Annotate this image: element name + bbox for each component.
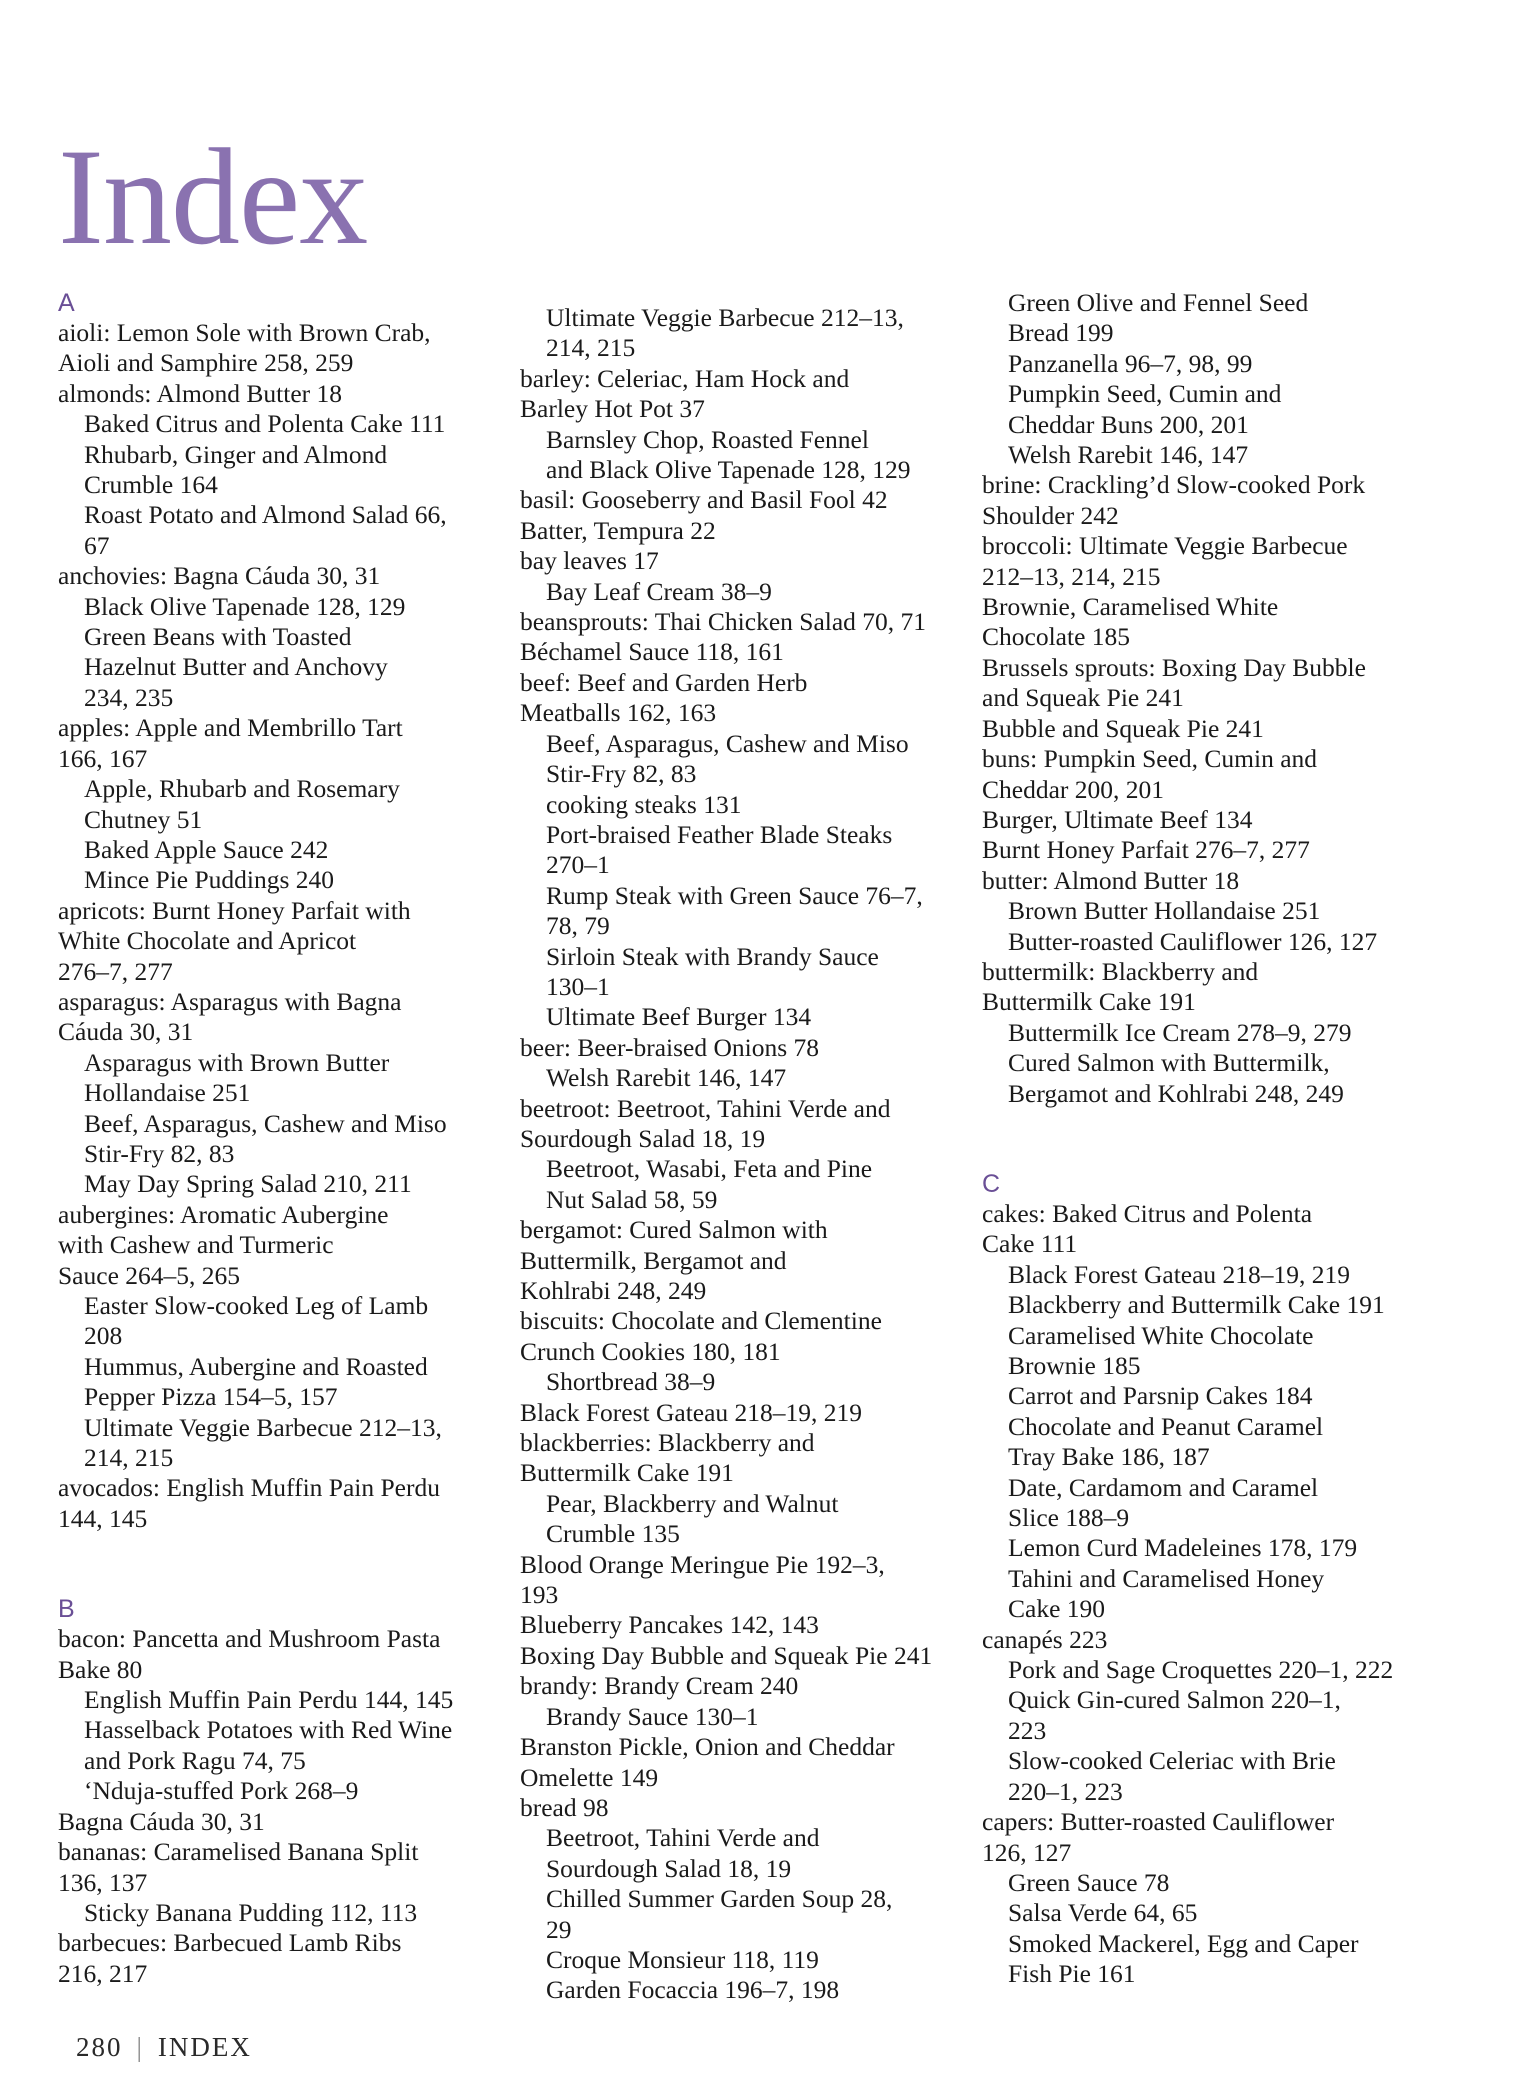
entry-line: Tray Bake 186, 187 — [1008, 1442, 1210, 1472]
index-subentry — [982, 927, 1462, 957]
index-subentry — [520, 1002, 990, 1032]
entry-line: Meatballs 162, 163 — [520, 698, 717, 728]
entry-line: Omelette 149 — [520, 1762, 659, 1792]
entry-line: 214, 215 — [546, 333, 636, 363]
entry-line: Easter Slow-cooked Leg of Lamb — [84, 1291, 429, 1320]
entry-line: Black Forest Gateau 218–19, 219 — [1008, 1259, 1351, 1289]
index-entry — [58, 1473, 528, 1534]
index-subentry — [520, 303, 990, 364]
entry-line: beer: Beer-braised Onions 78 — [520, 1032, 820, 1062]
entry-line: 223 — [1008, 1715, 1047, 1745]
entry-line: and Squeak Pie 241 — [982, 683, 1184, 713]
entry-line: Welsh Rarebit 146, 147 — [1008, 440, 1249, 470]
entry-line: almonds: Almond Butter 18 — [58, 378, 343, 408]
entry-line: 78, 79 — [546, 911, 610, 941]
entry-line: Sourdough Salad 18, 19 — [520, 1123, 766, 1153]
entry-line: beetroot: Beetroot, Tahini Verde and — [520, 1093, 891, 1123]
index-entry — [58, 987, 528, 1048]
index-entry — [520, 1550, 990, 1611]
section-letter: C — [982, 1169, 1001, 1198]
entry-line: Croque Monsieur 118, 119 — [546, 1944, 819, 1974]
index-entry — [520, 1094, 990, 1155]
index-column-1 — [58, 288, 528, 1989]
entry-line: Buttermilk Ice Cream 278–9, 279 — [1008, 1017, 1352, 1047]
index-subentry — [982, 1381, 1462, 1411]
entry-line: broccoli: Ultimate Veggie Barbecue — [982, 531, 1348, 561]
entry-line: barley: Celeriac, Ham Hock and — [520, 363, 850, 393]
index-subentry — [520, 1063, 990, 1093]
entry-line: Beef, Asparagus, Cashew and Miso — [546, 728, 909, 758]
index-entry — [520, 1215, 990, 1306]
entry-line: Cáuda 30, 31 — [58, 1017, 194, 1047]
index-entry — [982, 1199, 1462, 1260]
entry-line: bay leaves 17 — [520, 546, 659, 576]
index-subentry — [982, 1564, 1462, 1625]
entry-line: 234, 235 — [84, 682, 174, 712]
entry-line: Brandy Sauce 130–1 — [546, 1701, 759, 1731]
entry-line: asparagus: Asparagus with Bagna — [58, 986, 402, 1016]
entry-line: Beef, Asparagus, Cashew and Miso — [84, 1108, 447, 1138]
entry-line: cakes: Baked Citrus and Polenta — [982, 1198, 1313, 1228]
entry-line: anchovies: Bagna Cáuda 30, 31 — [58, 561, 381, 591]
entry-line: Barnsley Chop, Roasted Fennel — [546, 424, 869, 454]
entry-line: Kohlrabi 248, 249 — [520, 1276, 707, 1305]
index-entry — [58, 379, 528, 409]
entry-line: Chocolate 185 — [982, 622, 1131, 652]
index-subentry — [982, 1412, 1462, 1473]
entry-line: Pork and Sage Croquettes 220–1, 222 — [1008, 1655, 1394, 1685]
entry-line: barbecues: Barbecued Lamb Ribs — [58, 1928, 402, 1958]
entry-line: Bergamot and Kohlrabi 248, 249 — [1008, 1078, 1344, 1108]
index-entry — [520, 668, 990, 729]
entry-line: 216, 217 — [58, 1958, 148, 1988]
entry-line: Panzanella 96–7, 98, 99 — [1008, 348, 1253, 378]
index-entry — [982, 653, 1462, 714]
entry-line: Crumble 135 — [546, 1519, 680, 1549]
entry-line: Bagna Cáuda 30, 31 — [58, 1806, 265, 1836]
entry-line: Brownie, Caramelised White — [982, 592, 1279, 622]
index-entry — [982, 805, 1462, 835]
entry-line: Crunch Cookies 180, 181 — [520, 1336, 781, 1366]
index-subentry — [982, 1868, 1462, 1898]
index-subentry — [982, 1746, 1462, 1807]
entry-line: Stir-Fry 82, 83 — [84, 1138, 235, 1168]
entry-line: avocados: English Muffin Pain Perdu — [58, 1473, 440, 1503]
index-entry — [520, 1671, 990, 1701]
index-subentry — [58, 1048, 528, 1109]
index-subentry — [982, 1533, 1462, 1563]
entry-line: Lemon Curd Madeleines 178, 179 — [1008, 1533, 1358, 1563]
index-entry — [58, 1624, 528, 1685]
index-subentry — [58, 774, 528, 835]
entry-line: Bubble and Squeak Pie 241 — [982, 713, 1264, 743]
index-subentry — [982, 896, 1462, 926]
entry-line: Slow-cooked Celeriac with Brie — [1008, 1746, 1336, 1776]
entry-line: butter: Almond Butter 18 — [982, 865, 1240, 895]
index-subentry — [58, 592, 528, 622]
index-subentry — [520, 1823, 990, 1884]
entry-line: 270–1 — [546, 850, 610, 880]
index-subentry — [520, 881, 990, 942]
entry-line: 193 — [520, 1580, 559, 1610]
entry-line: Baked Apple Sauce 242 — [84, 834, 329, 864]
index-subentry — [982, 1321, 1462, 1382]
entry-line: Brown Butter Hollandaise 251 — [1008, 896, 1321, 926]
index-subentry — [58, 409, 528, 439]
entry-line: Apple, Rhubarb and Rosemary — [84, 774, 400, 804]
entry-line: Cured Salmon with Buttermilk, — [1008, 1048, 1330, 1078]
entry-line: Ultimate Veggie Barbecue 212–13, — [546, 303, 904, 332]
index-entry — [982, 835, 1462, 865]
entry-line: Boxing Day Bubble and Squeak Pie 241 — [520, 1640, 933, 1670]
entry-line: Shoulder 242 — [982, 500, 1119, 530]
section-letter: B — [58, 1595, 75, 1624]
index-entry — [58, 896, 528, 987]
entry-line: Green Sauce 78 — [1008, 1867, 1170, 1897]
entry-line: Hazelnut Butter and Anchovy — [84, 652, 388, 682]
entry-line: May Day Spring Salad 210, 211 — [84, 1169, 412, 1199]
entry-line: Barley Hot Pot 37 — [520, 394, 705, 424]
entry-line: Date, Cardamom and Caramel — [1008, 1472, 1319, 1502]
entry-line: beef: Beef and Garden Herb — [520, 667, 808, 697]
entry-line: cooking steaks 131 — [546, 789, 742, 819]
index-entry — [520, 1641, 990, 1671]
index-subentry — [58, 440, 528, 501]
entry-line: 144, 145 — [58, 1503, 148, 1533]
index-subentry — [58, 1109, 528, 1170]
page-title: Index — [58, 120, 368, 273]
index-column-2 — [520, 303, 990, 2006]
index-entry — [520, 1428, 990, 1489]
entry-line: Green Olive and Fennel Seed — [1008, 288, 1309, 317]
entry-line: and Black Olive Tapenade 128, 129 — [546, 455, 911, 485]
entry-line: 136, 137 — [58, 1867, 148, 1897]
index-subentry — [520, 577, 990, 607]
entry-line: Ultimate Beef Burger 134 — [546, 1002, 812, 1032]
index-entry — [520, 485, 990, 515]
entry-line: apples: Apple and Membrillo Tart — [58, 713, 403, 743]
footer-separator: | — [136, 2032, 144, 2062]
entry-line: Pear, Blackberry and Walnut — [546, 1488, 839, 1518]
entry-line: Buttermilk Cake 191 — [520, 1458, 734, 1488]
entry-line: 126, 127 — [982, 1837, 1072, 1867]
entry-line: Brownie 185 — [1008, 1351, 1141, 1380]
entry-line: Bread 199 — [1008, 318, 1114, 348]
entry-line: Quick Gin-cured Salmon 220–1, — [1008, 1685, 1341, 1715]
entry-line: Branston Pickle, Onion and Cheddar — [520, 1732, 895, 1762]
entry-line: capers: Butter-roasted Cauliflower — [982, 1807, 1335, 1837]
entry-line: Hasselback Potatoes with Red Wine — [84, 1715, 453, 1745]
index-subentry — [982, 1048, 1462, 1109]
index-entry — [58, 561, 528, 591]
entry-line: Baked Citrus and Polenta Cake 111 — [84, 409, 446, 439]
entry-line: buttermilk: Blackberry and — [982, 956, 1259, 986]
index-subentry — [520, 1154, 990, 1215]
entry-line: Pumpkin Seed, Cumin and — [1008, 379, 1282, 409]
entry-line: canapés 223 — [982, 1624, 1108, 1654]
index-subentry — [58, 500, 528, 561]
section-spacer — [982, 1109, 1462, 1169]
entry-line: English Muffin Pain Perdu 144, 145 — [84, 1685, 454, 1715]
entry-line: Hollandaise 251 — [84, 1078, 251, 1108]
index-subentry — [520, 425, 990, 486]
index-entry — [520, 546, 990, 576]
index-entry — [982, 866, 1462, 896]
index-subentry — [520, 729, 990, 790]
index-subentry — [982, 379, 1462, 440]
entry-line: 208 — [84, 1321, 123, 1351]
index-subentry — [58, 1291, 528, 1352]
entry-line: Blackberry and Buttermilk Cake 191 — [1008, 1290, 1385, 1320]
entry-line: Beetroot, Tahini Verde and — [546, 1823, 820, 1853]
entry-line: Fish Pie 161 — [1008, 1959, 1136, 1989]
index-subentry — [58, 1685, 528, 1715]
entry-line: 212–13, 214, 215 — [982, 561, 1161, 591]
entry-line: Cheddar 200, 201 — [982, 774, 1165, 804]
index-entry — [520, 516, 990, 546]
index-entry — [58, 1837, 528, 1898]
entry-line: Sirloin Steak with Brandy Sauce — [546, 941, 879, 971]
entry-line: Pepper Pizza 154–5, 157 — [84, 1382, 338, 1412]
index-subentry — [58, 1715, 528, 1776]
index-subentry — [58, 1898, 528, 1928]
entry-line: blackberries: Blackberry and — [520, 1428, 815, 1458]
index-subentry — [520, 1702, 990, 1732]
section-letter: A — [58, 289, 75, 317]
index-subentry — [58, 1776, 528, 1806]
entry-line: Asparagus with Brown Butter — [84, 1047, 390, 1077]
entry-line: Port-braised Feather Blade Steaks — [546, 819, 893, 849]
index-entry — [58, 713, 528, 774]
entry-line: Stir-Fry 82, 83 — [546, 759, 697, 789]
entry-line: Batter, Tempura 22 — [520, 515, 716, 545]
index-subentry — [58, 1413, 528, 1474]
entry-line: Ultimate Veggie Barbecue 212–13, — [84, 1412, 442, 1442]
entry-line: bananas: Caramelised Banana Split — [58, 1837, 419, 1867]
entry-line: Chocolate and Peanut Caramel — [1008, 1411, 1324, 1441]
entry-line: Burnt Honey Parfait 276–7, 277 — [982, 835, 1310, 865]
index-column-3 — [982, 288, 1462, 1990]
entry-line: aubergines: Aromatic Aubergine — [58, 1199, 389, 1229]
index-subentry — [58, 622, 528, 713]
entry-line: Salsa Verde 64, 65 — [1008, 1898, 1198, 1928]
entry-line: brandy: Brandy Cream 240 — [520, 1671, 799, 1701]
entry-line: apricots: Burnt Honey Parfait with — [58, 895, 411, 925]
entry-line: Cheddar Buns 200, 201 — [1008, 409, 1249, 439]
index-entry — [58, 1928, 528, 1989]
entry-line: Sticky Banana Pudding 112, 113 — [84, 1897, 418, 1927]
entry-line: ‘Nduja-stuffed Pork 268–9 — [84, 1776, 359, 1806]
index-subentry — [982, 349, 1462, 379]
index-entry — [982, 592, 1462, 653]
entry-line: Carrot and Parsnip Cakes 184 — [1008, 1381, 1313, 1411]
entry-line: 130–1 — [546, 971, 610, 1001]
entry-line: 166, 167 — [58, 743, 148, 773]
entry-line: bergamot: Cured Salmon with — [520, 1215, 828, 1245]
entry-line: basil: Gooseberry and Basil Fool 42 — [520, 485, 888, 515]
entry-line: bacon: Pancetta and Mushroom Pasta — [58, 1624, 441, 1654]
index-subentry — [982, 1685, 1462, 1746]
index-entry — [520, 364, 990, 425]
entry-line: 29 — [546, 1914, 572, 1944]
index-entry — [982, 531, 1462, 592]
index-subentry — [520, 1489, 990, 1550]
entry-line: and Pork Ragu 74, 75 — [84, 1745, 306, 1775]
entry-line: 214, 215 — [84, 1443, 174, 1473]
page-number: 280 — [76, 2032, 123, 2062]
index-subentry — [982, 440, 1462, 470]
index-entry — [58, 1807, 528, 1837]
entry-line: with Cashew and Turmeric — [58, 1230, 334, 1260]
index-subentry — [982, 1018, 1462, 1048]
entry-line: Roast Potato and Almond Salad 66, — [84, 500, 447, 530]
entry-line: Béchamel Sauce 118, 161 — [520, 637, 784, 667]
index-subentry — [520, 1367, 990, 1397]
entry-line: Smoked Mackerel, Egg and Caper — [1008, 1928, 1359, 1958]
entry-line: Burger, Ultimate Beef 134 — [982, 804, 1253, 834]
index-subentry — [520, 820, 990, 881]
index-subentry — [58, 835, 528, 865]
index-subentry — [982, 1260, 1462, 1290]
entry-line: Garden Focaccia 196–7, 198 — [546, 1975, 840, 2005]
entry-line: Tahini and Caramelised Honey — [1008, 1563, 1325, 1593]
entry-line: Blood Orange Meringue Pie 192–3, — [520, 1549, 885, 1579]
index-subentry — [520, 1884, 990, 1945]
index-subentry — [982, 288, 1462, 349]
index-entry — [520, 607, 990, 637]
entry-line: beansprouts: Thai Chicken Salad 70, 71 — [520, 607, 927, 637]
entry-line: Beetroot, Wasabi, Feta and Pine — [546, 1154, 873, 1184]
entry-line: buns: Pumpkin Seed, Cumin and — [982, 744, 1318, 774]
section-spacer — [58, 1534, 528, 1594]
entry-line: Chilled Summer Garden Soup 28, — [546, 1884, 893, 1914]
index-subentry — [520, 1945, 990, 1975]
entry-line: Cake 111 — [982, 1229, 1078, 1259]
entry-line: Mince Pie Puddings 240 — [84, 865, 335, 895]
index-subentry — [982, 1655, 1462, 1685]
entry-line: Sauce 264–5, 265 — [58, 1260, 241, 1290]
index-entry — [58, 318, 528, 379]
index-subentry — [520, 1975, 990, 2005]
entry-line: aioli: Lemon Sole with Brown Crab, — [58, 318, 431, 347]
index-subentry — [982, 1290, 1462, 1320]
index-subentry — [982, 1473, 1462, 1534]
index-entry — [520, 1610, 990, 1640]
entry-line: Rump Steak with Green Sauce 76–7, — [546, 880, 923, 910]
index-entry — [520, 1306, 990, 1367]
index-subentry — [58, 865, 528, 895]
entry-line: Crumble 164 — [84, 470, 218, 500]
entry-line: Rhubarb, Ginger and Almond — [84, 439, 388, 469]
index-subentry — [520, 790, 990, 820]
entry-line: Bay Leaf Cream 38–9 — [546, 576, 772, 606]
entry-line: Caramelised White Chocolate — [1008, 1320, 1314, 1350]
entry-line: brine: Crackling’d Slow-cooked Pork — [982, 470, 1366, 500]
entry-line: 67 — [84, 530, 110, 560]
entry-line: biscuits: Chocolate and Clementine — [520, 1306, 882, 1336]
entry-line: Buttermilk Cake 191 — [982, 987, 1196, 1017]
entry-line: White Chocolate and Apricot — [58, 926, 357, 956]
index-subentry — [520, 942, 990, 1003]
entry-line: Slice 188–9 — [1008, 1503, 1130, 1533]
index-subentry — [982, 1898, 1462, 1928]
index-entry — [982, 957, 1462, 1018]
index-entry — [982, 744, 1462, 805]
index-entry — [520, 1033, 990, 1063]
entry-line: Aioli and Samphire 258, 259 — [58, 348, 354, 378]
index-entry — [982, 1807, 1462, 1868]
index-entry — [520, 1398, 990, 1428]
index-subentry — [58, 1352, 528, 1413]
entry-line: Hummus, Aubergine and Roasted — [84, 1351, 428, 1381]
entry-line: 276–7, 277 — [58, 956, 173, 986]
entry-line: Blueberry Pancakes 142, 143 — [520, 1610, 819, 1640]
index-entry — [520, 1732, 990, 1793]
entry-line: Black Olive Tapenade 128, 129 — [84, 591, 406, 621]
index-entry — [982, 470, 1462, 531]
index-entry — [982, 1625, 1462, 1655]
entry-line: Cake 190 — [1008, 1594, 1106, 1624]
entry-line: Buttermilk, Bergamot and — [520, 1245, 787, 1275]
index-entry — [520, 1793, 990, 1823]
entry-line: Chutney 51 — [84, 804, 203, 834]
index-entry — [982, 714, 1462, 744]
entry-line: 220–1, 223 — [1008, 1776, 1123, 1806]
entry-line: Bake 80 — [58, 1654, 143, 1684]
entry-line: Welsh Rarebit 146, 147 — [546, 1063, 787, 1093]
entry-line: Green Beans with Toasted — [84, 622, 352, 652]
entry-line: Brussels sprouts: Boxing Day Bubble — [982, 652, 1366, 682]
entry-line: Sourdough Salad 18, 19 — [546, 1853, 792, 1883]
entry-line: Shortbread 38–9 — [546, 1367, 716, 1397]
entry-line: Nut Salad 58, 59 — [546, 1184, 718, 1214]
entry-line: bread 98 — [520, 1792, 609, 1822]
index-subentry — [982, 1929, 1462, 1990]
entry-line: Black Forest Gateau 218–19, 219 — [520, 1397, 863, 1427]
entry-line: Butter-roasted Cauliflower 126, 127 — [1008, 926, 1378, 956]
index-entry — [58, 1200, 528, 1291]
page-footer — [76, 2032, 252, 2063]
index-entry — [520, 637, 990, 667]
footer-section: INDEX — [157, 2032, 252, 2062]
index-subentry — [58, 1169, 528, 1199]
